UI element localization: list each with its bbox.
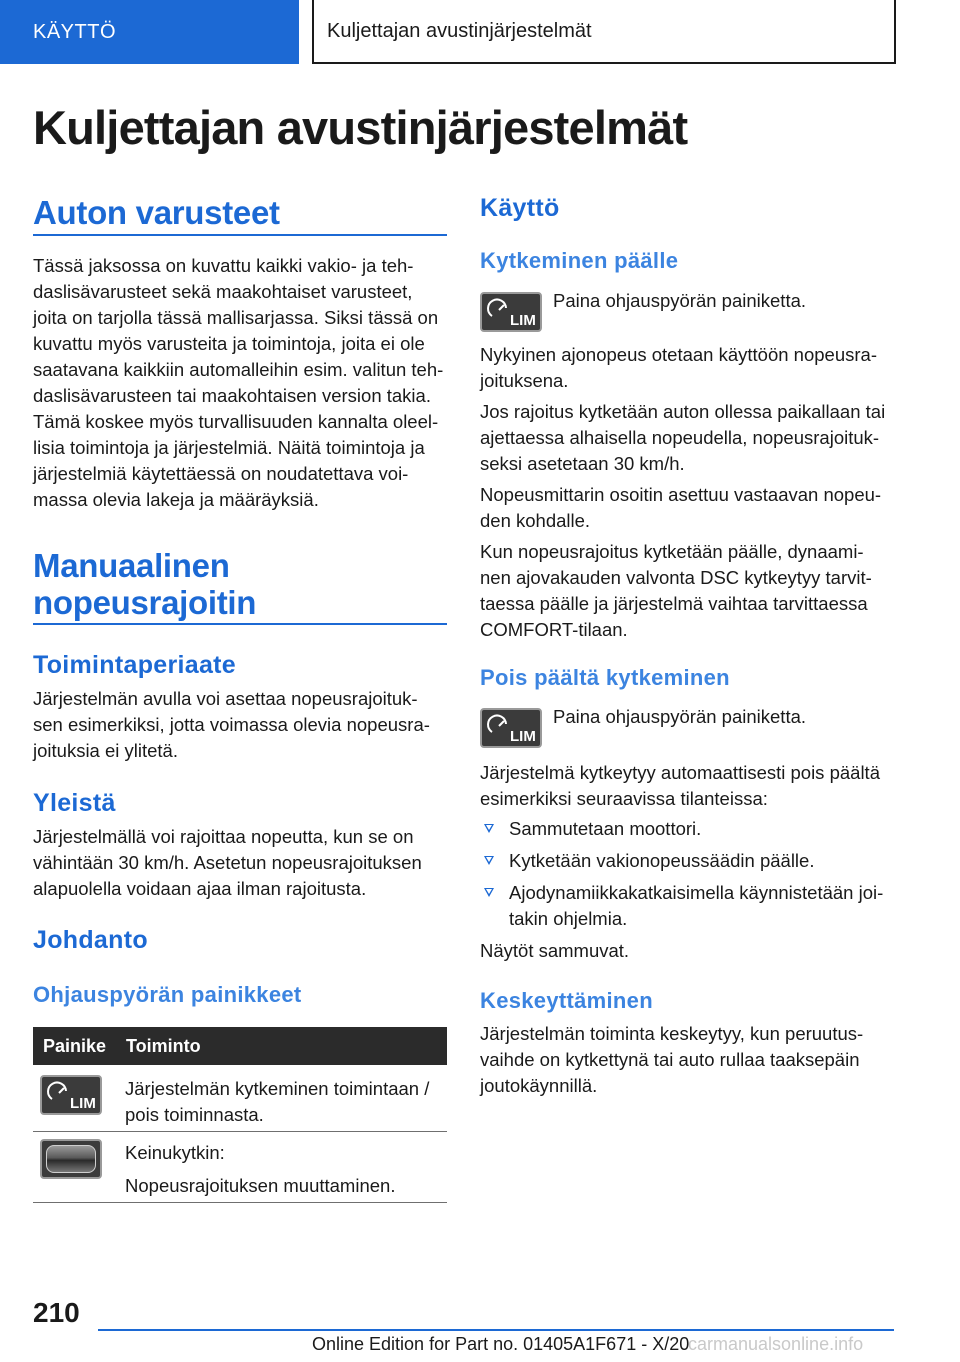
- kytkeminen-paragraph-2: Jos rajoitus kytketään auton ollessa paikallaan tai ajettaessa alhaisella nopeudella, nopeusrajoituk- seksi asetetaan 30 km/h.: [480, 401, 886, 474]
- heading-pois-paalta: Pois päältä kytkeminen: [480, 665, 730, 690]
- pois-paragraph-1: Järjestelmä kytkeytyy automaattisesti pois päältä esimerkiksi seuraavissa tilanteissa:: [480, 762, 880, 809]
- svg-text:LIM: LIM: [70, 1095, 96, 1112]
- lim-button-icon: [40, 1075, 102, 1115]
- heading-rule: [33, 623, 447, 625]
- page-number: 210: [33, 1297, 80, 1328]
- table-row-divider: [33, 1202, 447, 1203]
- heading-kytkeminen-paalle: Kytkeminen päälle: [480, 248, 679, 273]
- heading-johdanto: Johdanto: [33, 926, 148, 954]
- heading-toimintaperiaate: Toimintaperiaate: [33, 651, 236, 679]
- paragraph-toimintaperiaate: Järjestelmän avulla voi asettaa nopeusrajoituk- sen esimerkiksi, jotta voimassa olevia nopeusra- joituksia ei ylitetä.: [33, 688, 430, 761]
- triangle-bullet-icon: [484, 856, 494, 865]
- table-row2-text: Keinukytkin: Nopeusrajoituksen muuttaminen.: [125, 1142, 396, 1196]
- page-title: Kuljettajan avustinjärjestelmät: [33, 101, 688, 154]
- watermark: carmanualsonline.info: [688, 1334, 864, 1354]
- table-row-divider: [33, 1131, 447, 1132]
- pois-button-caption: Paina ohjauspyörän painiketta.: [553, 706, 807, 727]
- triangle-bullet-icon: [484, 824, 494, 833]
- pois-paragraph-2: Näytöt sammuvat.: [480, 940, 630, 961]
- chapter-title: Kuljettajan avustinjärjestelmät: [312, 0, 896, 64]
- table-col-toiminto: Toiminto: [126, 1036, 201, 1056]
- table-row1-text: Järjestelmän kytkeminen toimintaan / pois toiminnasta.: [125, 1078, 430, 1125]
- table-col-painike: Painike: [43, 1036, 107, 1056]
- list-item: Ajodynamiikkakatkaisimella käynnistetään joi- takin ohjelmia.: [484, 880, 899, 932]
- svg-text:LIM: LIM: [510, 728, 536, 745]
- heading-yleista: Yleistä: [33, 789, 116, 817]
- heading-keskeyttaminen: Keskeyttäminen: [480, 988, 653, 1013]
- svg-text:LIM: LIM: [510, 312, 536, 329]
- footer-rule: [98, 1329, 894, 1331]
- paragraph-yleista: Järjestelmällä voi rajoittaa nopeutta, kun se on vähintään 30 km/h. Asetetun nopeusrajoituksen alapuolella voidaan ajaa ilman rajoitusta.: [33, 826, 422, 899]
- heading-manuaalinen-nopeusrajoitin: Manuaalinen nopeusrajoitin: [33, 547, 257, 621]
- section-tab: KÄYTTÖ: [0, 0, 299, 64]
- lim-button-icon: [480, 292, 542, 332]
- kytkeminen-paragraph-4: Kun nopeusrajoitus kytketään päälle, dynaami- nen ajovakauden valvonta DSC kytkeytyy tarvit- taessa päälle ja järjestelmä vaihtaa tarvittaessa COMFORT-tilaan.: [480, 541, 872, 640]
- lim-button-icon: [480, 708, 542, 748]
- footer-edition: Online Edition for Part no. 01405A1F671 - X/20: [312, 1334, 690, 1354]
- kytkeminen-button-caption: Paina ohjauspyörän painiketta.: [553, 290, 807, 311]
- heading-kaytto: Käyttö: [480, 194, 560, 222]
- keskeyttaminen-paragraph: Järjestelmän toiminta keskeytyy, kun peruutus- vaihde on kytkettynä tai auto rullaa taaksepäin joutokäynnillä.: [480, 1023, 864, 1096]
- table-header: [33, 1027, 447, 1065]
- rocker-switch-icon: [40, 1139, 102, 1179]
- kytkeminen-paragraph-1: Nykyinen ajonopeus otetaan käyttöön nopeusra- joituksena.: [480, 344, 877, 391]
- kytkeminen-paragraph-3: Nopeusmittarin osoitin asettuu vastaavan nopeu- den kohdalle.: [480, 484, 882, 531]
- heading-rule: [33, 234, 447, 236]
- paragraph-auton-varusteet: Tässä jaksossa on kuvattu kaikki vakio- ja teh- daslisävarusteet sekä maakohtaiset varusteet, joita on tarjolla tässä mallisarjassa. Siksi tässä on kuvattu myös varusteita ja toimintoja, joita ei ole saatavana kaikkiin automalleihin esim. valitun teh- daslisävarusteen tai maakohtaisen version takia. Tämä koskee myös turvallisuuden kannalta oleel- lisia toimintoja ja järjestelmiä. Näitä toimintoja ja järjestelmiä käytettäessä on noudatettava voi- massa olevia lakeja ja määräyksiä.: [33, 255, 444, 510]
- heading-auton-varusteet: Auton varusteet: [33, 194, 280, 231]
- triangle-bullet-icon: [484, 888, 494, 897]
- heading-ohjauspyoran-painikkeet: Ohjauspyörän painikkeet: [33, 982, 302, 1007]
